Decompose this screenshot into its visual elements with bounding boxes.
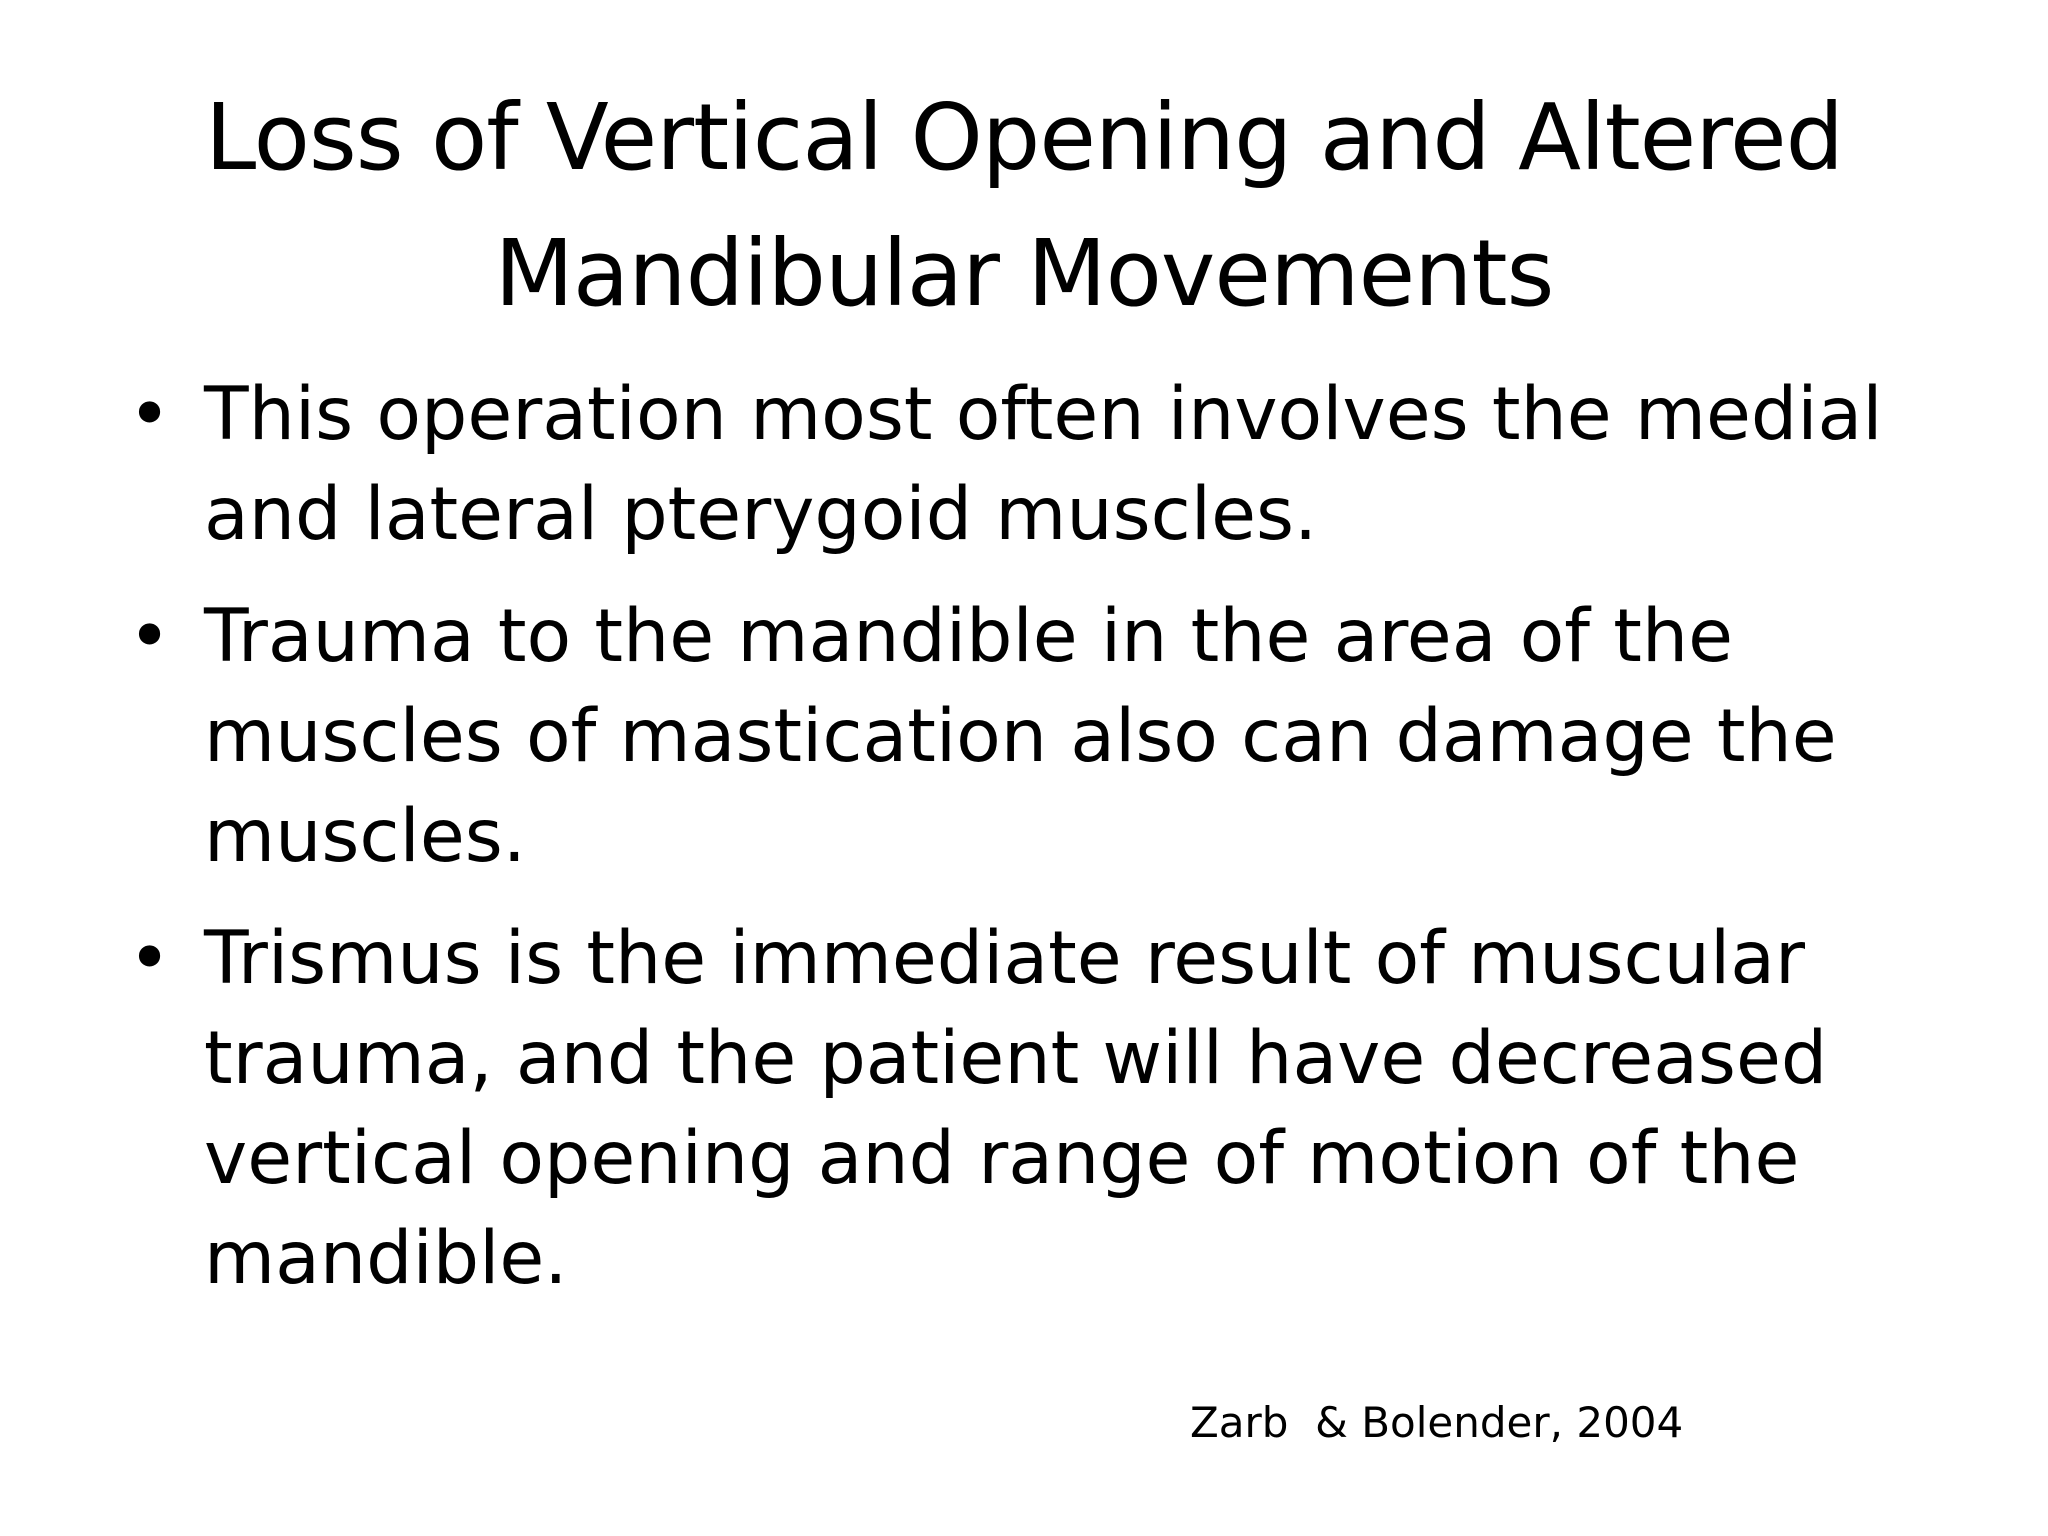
bullet-line: mandible. — [204, 1216, 568, 1301]
bullet-line: trauma, and the patient will have decreased — [204, 1016, 1828, 1101]
slide-title-line-2: Mandibular Movements — [494, 220, 1554, 327]
bullet-line: vertical opening and range of motion of the — [204, 1116, 1800, 1201]
bullet-item-trauma — [120, 587, 1950, 887]
bullet-line: Trauma to the mandible in the area of the — [204, 594, 1734, 679]
bullet-line: muscles. — [204, 794, 526, 879]
bullet-line: muscles of mastication also can damage the — [204, 694, 1837, 779]
slide-title-line-1: Loss of Vertical Opening and Altered — [204, 84, 1844, 191]
bullet-dot-icon: • — [128, 916, 172, 1001]
bullet-item-operation — [120, 365, 1950, 565]
bullet-line: Trismus is the immediate result of muscular — [204, 916, 1805, 1001]
bullet-item-trismus — [120, 909, 1950, 1309]
bullet-line: and lateral pterygoid muscles. — [204, 472, 1318, 557]
citation: Zarb & Bolender, 2004 — [1190, 1398, 1684, 1447]
bullet-dot-icon: • — [128, 594, 172, 679]
bullet-line: This operation most often involves the medial — [204, 372, 1883, 457]
bullet-dot-icon: • — [128, 372, 172, 457]
slide-title — [140, 70, 1908, 342]
bullet-list — [120, 365, 1950, 1331]
